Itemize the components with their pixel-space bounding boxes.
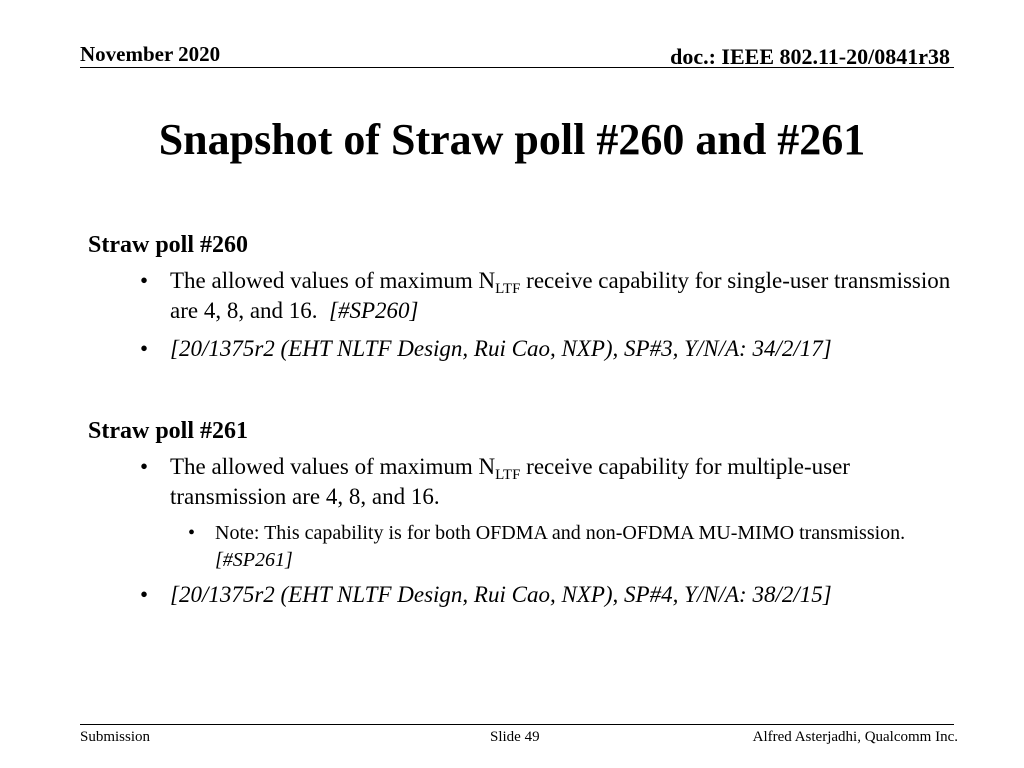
bullet-dot: • (140, 336, 149, 361)
bullet-dot: • (188, 522, 196, 544)
poll-261-tag: [#SP261] (215, 549, 293, 571)
poll-260-text-pre: The allowed values of maximum N (170, 268, 496, 293)
poll-260-text-post: receive capability for single-user transmission are 4, 8, and 16. (170, 268, 951, 323)
poll-260-tag: [#SP260] (329, 298, 419, 323)
poll-261-text-sub: LTF (495, 467, 521, 483)
poll-261-bullet-statement (88, 452, 964, 512)
header-doc-id: doc.: IEEE 802.11-20/0841r38 (670, 44, 950, 69)
poll-261-note-text: Note: This capability is for both OFDMA and non-OFDMA MU-MIMO transmission. (215, 522, 906, 544)
bullet-dot: • (140, 454, 149, 479)
poll-260-text-sub: LTF (495, 281, 521, 297)
poll-261-text-pre: The allowed values of maximum N (170, 454, 496, 479)
footer-submission: Submission (80, 729, 151, 745)
poll-260-heading: Straw poll #260 (88, 232, 249, 258)
bullet-dot: • (140, 582, 149, 607)
poll-260-reference: [20/1375r2 (EHT NLTF Design, Rui Cao, NXP), SP#3, Y/N/A: 34/2/17] (170, 336, 832, 361)
poll-260-bullet-reference (88, 334, 964, 364)
bullet-dot: • (140, 268, 149, 293)
poll-261-reference: [20/1375r2 (EHT NLTF Design, Rui Cao, NXP), SP#4, Y/N/A: 38/2/15] (170, 582, 832, 607)
footer-divider (80, 724, 954, 725)
slide-title: Snapshot of Straw poll #260 and #261 (158, 115, 866, 164)
poll-261-note (88, 520, 964, 574)
poll-261-heading: Straw poll #261 (88, 418, 249, 444)
footer-slide-number: Slide 49 (490, 729, 540, 745)
poll-260-bullet-statement (88, 266, 964, 326)
poll-261-text-post: receive capability for multiple-user transmission are 4, 8, and 16. (170, 454, 850, 509)
poll-261-bullet-reference (88, 580, 964, 610)
header-divider (80, 67, 954, 68)
slide-content (88, 228, 964, 618)
footer-author: Alfred Asterjadhi, Qualcomm Inc. (752, 729, 958, 745)
header-date: November 2020 (80, 42, 221, 66)
